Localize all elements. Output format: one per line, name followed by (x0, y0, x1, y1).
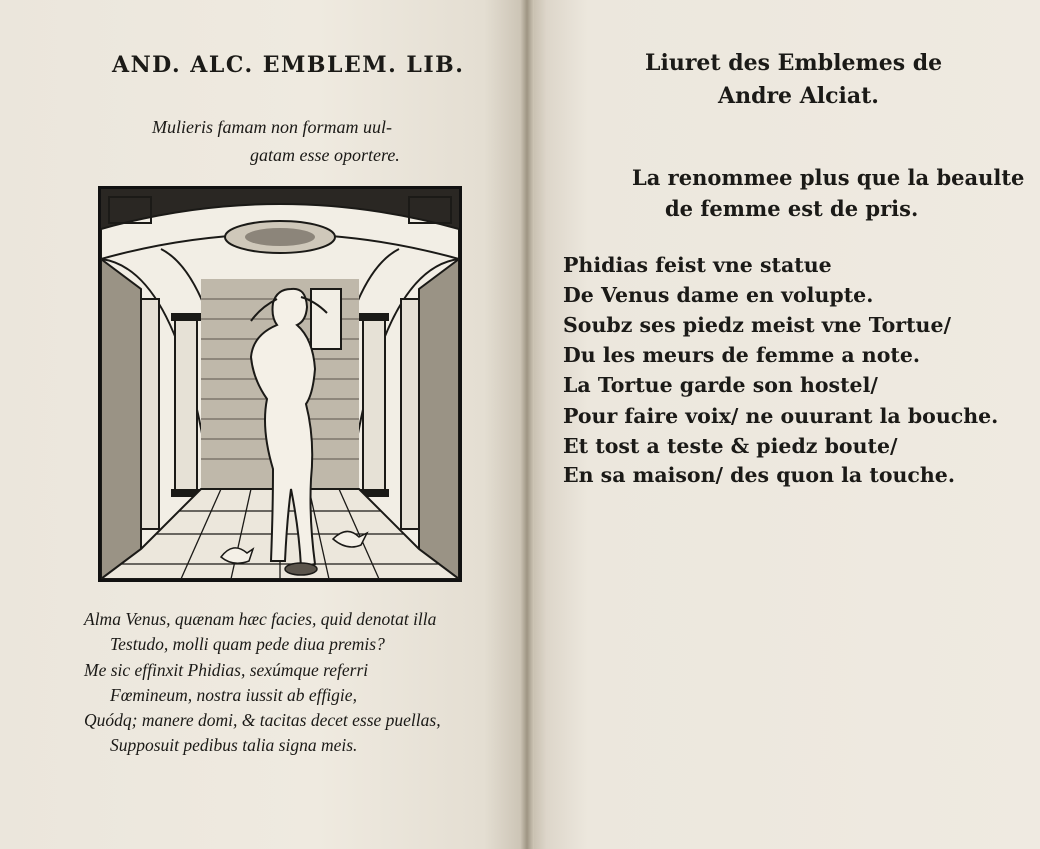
french-verse-line: Et tost a teste & piedz boute/ (563, 434, 898, 458)
latin-verse-line: Supposuit pedibus talia signa meis. (110, 735, 358, 755)
latin-verse-line: Me sic effinxit Phidias, sexúmque referri (84, 660, 369, 680)
french-verse-line: La Tortue garde son hostel/ (563, 373, 878, 397)
book-gutter (520, 0, 534, 849)
french-verse-line: Du les meurs de femme a note. (563, 343, 921, 367)
french-verse-line: Pour faire voix/ ne ouurant la bouche. (563, 404, 999, 428)
venus-woodcut-illustration (98, 186, 462, 582)
right-running-head-line-2: Andre Alciat. (718, 83, 879, 109)
right-running-head-line-1: Liuret des Emblemes de (645, 50, 943, 76)
french-verse-line: En sa maison/ des quon la touche. (563, 463, 955, 487)
french-verse-line: Soubz ses piedz meist vne Tortue/ (563, 313, 951, 337)
emblem-title-line-1: La renommee plus que la beaulte (632, 165, 1025, 190)
french-verse-line: De Venus dame en volupte. (563, 283, 874, 307)
latin-verse-line: Alma Venus, quænam hæc facies, quid denotat illa (84, 609, 437, 629)
emblem-title-line-2: de femme est de pris. (665, 196, 919, 221)
french-verse-line: Phidias feist vne statue (563, 253, 832, 277)
latin-verse-line: Testudo, molli quam pede diua premis? (110, 634, 385, 654)
motto-line-1: Mulieris famam non formam uul- (152, 117, 392, 137)
latin-verse-line: Quódq; manere domi, & tacitas decet esse puellas, (84, 710, 441, 730)
left-running-head: AND. ALC. EMBLEM. LIB. (112, 52, 465, 78)
woodcut-drawing (101, 189, 459, 579)
motto-line-2: gatam esse oportere. (250, 145, 400, 165)
latin-verse-line: Fœmineum, nostra iussit ab effigie, (110, 685, 357, 705)
